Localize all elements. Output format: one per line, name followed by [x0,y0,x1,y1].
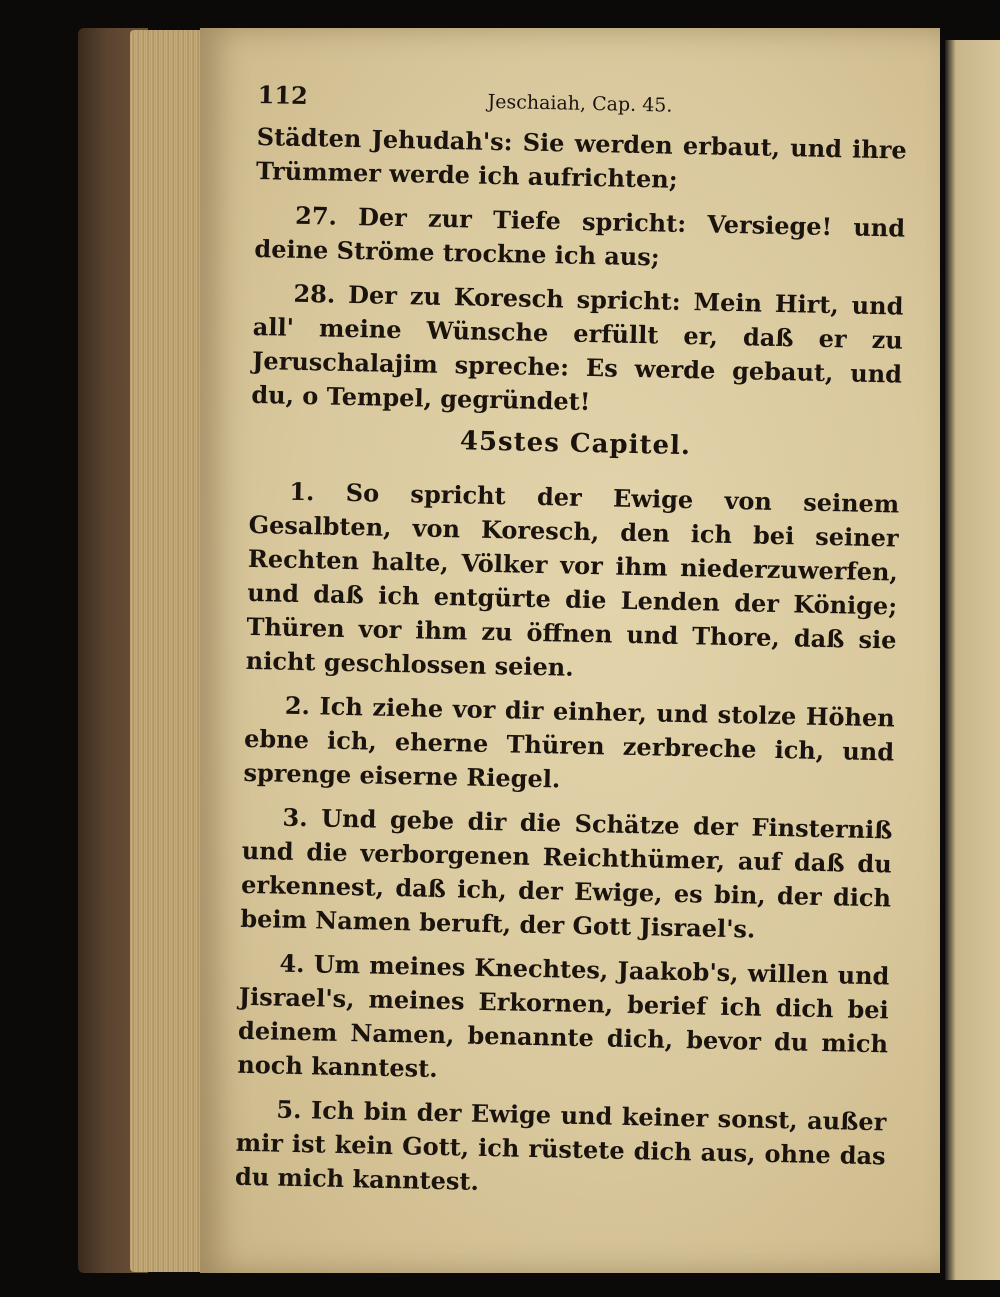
page-text [234,80,907,1217]
chapter-heading: 45stes Capitel. [459,426,692,462]
paragraph: Städten Jehudah's: Sie werden erbaut, und ihre Trümmer werde ich aufrichten; [255,121,907,194]
running-head: Jeschaiah, Cap. 45. [487,90,673,117]
page-number: 112 [257,80,309,111]
verse-5: 5. Ich bin der Ewige und keiner sonst, außer mir ist kein Gott, ich rüstete dich aus, ohne das du mich kanntest. [234,1094,887,1196]
verse-4: 4. Um meines Knechtes, Jaakob's, willen und Jisrael's, meines Erkornen, berief ich dich bei deinem Namen, benannte dich, bevor du mich noch kanntest. [237,948,890,1083]
verse-2: 2. Ich ziehe vor dir einher, und stolze Höhen ebne ich, eherne Thüren zerbreche ich, und sprenge eiserne Riegel. [243,690,896,794]
verse-1: 1. So spricht der Ewige von seinem Gesalbten, von Koresch, den ich bei seiner Rechten halte, Völker vor ihm niederzuwerfen, und daß ich entgürte die Lenden der Könige; Thüren vor ihm zu öffnen und Thore, daß sie nicht geschlossen seien. [245,476,900,682]
verse-27: 27. Der zur Tiefe spricht: Versiege! und deine Ströme trockne ich aus; [254,200,906,272]
page-edges [130,30,210,1272]
verse-28: 28. Der zu Koresch spricht: Mein Hirt, und all' meine Wünsche erfüllt er, daß er zu Jeruschalajim spreche: Es werde gebaut, und du, o Tempel, gegründet! [251,278,904,417]
verse-3: 3. Und gebe dir die Schätze der Finsterniß und die verborgenen Reichthümer, auf daß du erkennest, daß ich, der Ewige, es bin, der dich beim Namen beruft, der Gott Jisrael's. [240,802,893,944]
facing-page-edge [945,40,1000,1280]
